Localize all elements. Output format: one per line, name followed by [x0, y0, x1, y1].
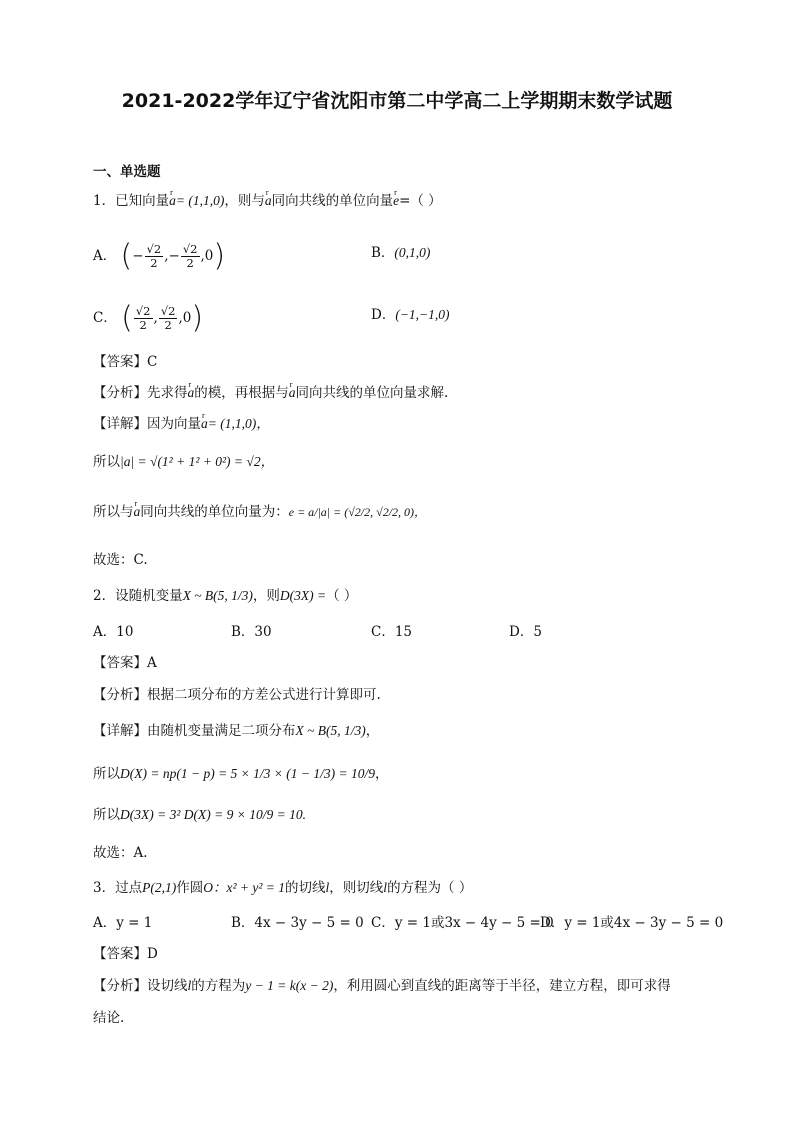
q1-answer: 【答案】C	[93, 354, 158, 370]
q2-stem: 2．设随机变量X ~ B(5, 1/3)，则D(3X) =（ ）	[93, 588, 358, 604]
q3-option-c: C．y = 1或3x − 4y − 5 = 0	[371, 915, 554, 931]
q2-detail-2: 所以D(X) = np(1 − p) = 5 × 1/3 × (1 − 1/3) = 10/9，	[93, 766, 389, 782]
q2-option-b: B．30	[231, 624, 272, 640]
q1-option-b: B．(0,1,0)	[371, 245, 431, 261]
q2-detail-3: 所以D(3X) = 3² D(X) = 9 × 10/9 = 10.	[93, 807, 306, 823]
q2-option-a: A．10	[93, 624, 134, 640]
q3-stem: 3．过点P(2,1)作圆O：x² + y² = 1的切线l，则切线l的方程为（ ）	[93, 880, 473, 896]
q1-detail-2: 所以|a| = √(1² + 1² + 0²) = √2，	[93, 454, 275, 470]
q3-analysis: 【分析】设切线l的方程为y − 1 = k(x − 2)，利用圆心到直线的距离等于半径，建立方程，即可求得	[93, 978, 671, 994]
q2-option-d: D．5	[509, 624, 542, 640]
q1-option-a: A． (− $\frac{√2}{2}$ ,− $\frac{√2}{2}$ ,0)	[93, 238, 226, 274]
q1-detail-1: 【详解】因为向量r a= (1,1,0)，	[93, 414, 270, 434]
q2-conclusion: 故选：A.	[93, 845, 148, 861]
q2-detail-1: 【详解】由随机变量满足二项分布X ~ B(5, 1/3)，	[93, 723, 380, 739]
q1-conclusion: 故选：C.	[93, 552, 148, 568]
q3-answer: 【答案】D	[93, 946, 158, 962]
q3-analysis-cont: 结论.	[93, 1010, 125, 1026]
q2-analysis: 【分析】根据二项分布的方差公式进行计算即可.	[93, 687, 381, 703]
q2-answer: 【答案】A	[93, 655, 157, 671]
q3-option-a: A．y = 1	[93, 915, 153, 931]
q1-option-c: C． ( $\frac{√2}{2}$ , $\frac{√2}{2}$ ,0)	[93, 300, 204, 336]
q1-detail-3: 所以与r a同向共线的单位向量为：e = a/|a| = (√2/2, √2/2, 0)，	[93, 502, 426, 522]
q1-stem: 1．已知向量r a= (1,1,0)，则与r a同向共线的单位向量r e=（ ）	[93, 191, 442, 211]
q3-option-d: D．y = 1或4x − 3y − 5 = 0	[540, 915, 724, 931]
q1-option-d: D．(−1,−1,0)	[371, 307, 450, 323]
section-heading: 一、单选题	[93, 164, 161, 180]
page-title: 2021-2022学年辽宁省沈阳市第二中学高二上学期期末数学试题	[121, 90, 673, 112]
q2-option-c: C．15	[371, 624, 413, 640]
q1-analysis: 【分析】先求得r a的模，再根据与r a同向共线的单位向量求解.	[93, 383, 448, 403]
q3-option-b: B．4x − 3y − 5 = 0	[231, 915, 364, 931]
